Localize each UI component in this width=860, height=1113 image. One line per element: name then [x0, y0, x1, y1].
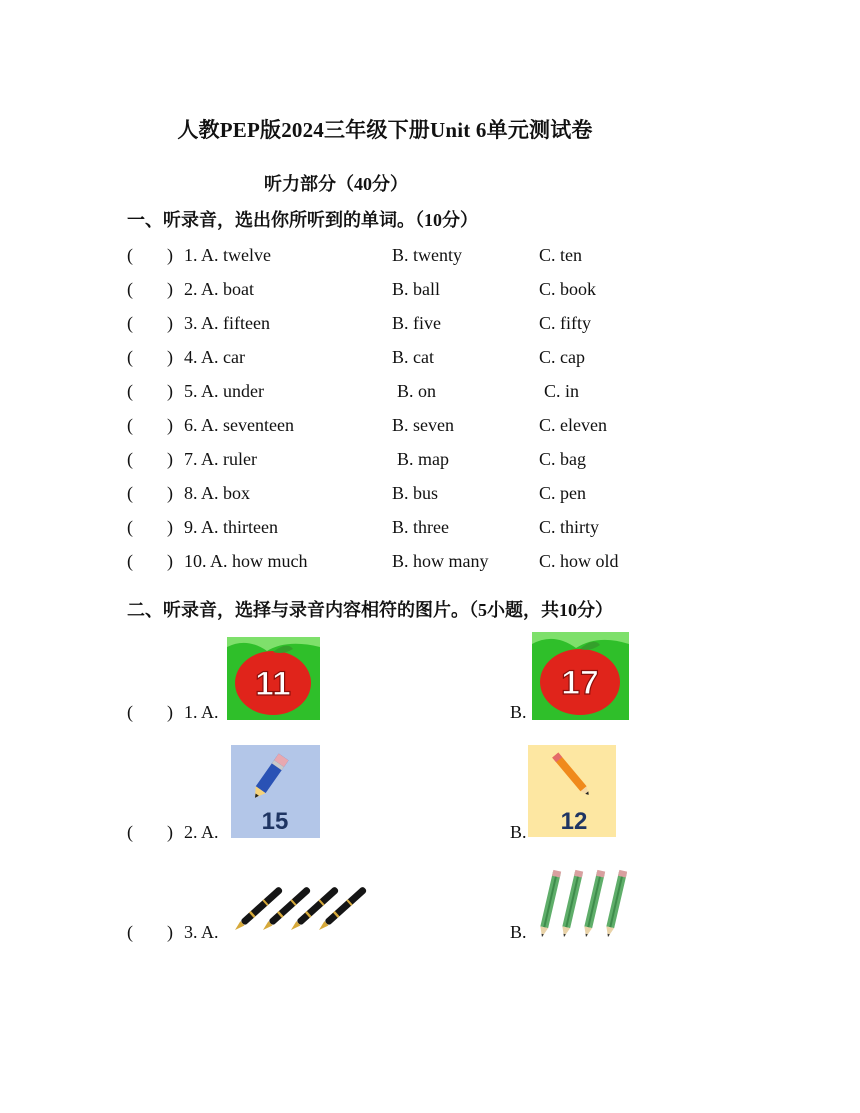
option-c: C. pen	[539, 483, 586, 503]
picture-question-3	[127, 865, 787, 950]
answer-paren-close: )	[167, 381, 173, 401]
question-row	[127, 449, 767, 479]
section2-heading: 二、听录音，选择与录音内容相符的图片。（5小题，共10分）	[127, 600, 613, 620]
pen-icon	[289, 886, 340, 933]
option-b-label: B.	[510, 702, 527, 722]
option-a-label: 1. A.	[184, 702, 219, 722]
question-row	[127, 517, 767, 547]
option-a: 3. A. fifteen	[184, 313, 270, 333]
pencil-icon	[560, 870, 583, 938]
answer-paren-close: )	[167, 483, 173, 503]
option-a: 2. A. boat	[184, 279, 254, 299]
option-a: 5. A. under	[184, 381, 264, 401]
option-c: C. cap	[539, 347, 585, 367]
four-pencils-picture	[532, 865, 627, 940]
answer-paren-open: (	[127, 415, 133, 435]
picture-question-1	[127, 632, 787, 722]
option-c: C. book	[539, 279, 597, 299]
option-b: B. bus	[392, 483, 439, 503]
question-row	[127, 483, 767, 513]
page-title: 人教PEP版2024三年级下册Unit 6单元测试卷	[177, 118, 593, 142]
pencil-icon	[582, 870, 605, 938]
section1-heading: 一、听录音，选出你所听到的单词。（10分）	[127, 210, 478, 230]
option-a: 1. A. twelve	[184, 245, 271, 265]
answer-paren-open: (	[127, 347, 133, 367]
option-b: B. twenty	[392, 245, 462, 265]
apple-eleven-picture	[227, 637, 320, 720]
answer-paren-open: (	[127, 702, 133, 722]
option-a: 8. A. box	[184, 483, 251, 503]
answer-paren-close: )	[167, 922, 173, 942]
answer-paren-close: )	[167, 347, 173, 367]
apple-number: 11	[255, 665, 291, 703]
option-c: C. ten	[539, 245, 582, 265]
picture-question-2	[127, 745, 787, 845]
option-b: B. three	[392, 517, 449, 537]
option-b: B. on	[397, 381, 437, 401]
question-row	[127, 551, 767, 581]
pencil-card-twelve-picture	[528, 745, 616, 837]
pen-icon	[261, 886, 312, 933]
answer-paren-close: )	[167, 822, 173, 842]
answer-paren-open: (	[127, 551, 133, 571]
option-a: 4. A. car	[184, 347, 245, 367]
option-b: B. five	[392, 313, 441, 333]
card-number: 15	[261, 808, 289, 835]
option-a: 9. A. thirteen	[184, 517, 278, 537]
question-row	[127, 415, 767, 445]
option-c: C. bag	[539, 449, 586, 469]
option-b: B. how many	[392, 551, 489, 571]
answer-paren-open: (	[127, 483, 133, 503]
option-c: C. thirty	[539, 517, 600, 537]
question-row	[127, 279, 767, 309]
answer-paren-open: (	[127, 517, 133, 537]
four-pens-picture	[229, 875, 369, 935]
answer-paren-close: )	[167, 551, 173, 571]
card-number: 12	[560, 808, 588, 835]
pencil-icon	[604, 870, 627, 938]
option-b: B. seven	[392, 415, 454, 435]
apple-number: 17	[561, 664, 599, 702]
answer-paren-close: )	[167, 279, 173, 299]
option-a-label: 3. A.	[184, 922, 219, 942]
answer-paren-open: (	[127, 245, 133, 265]
answer-paren-open: (	[127, 449, 133, 469]
option-c: C. in	[544, 381, 580, 401]
option-b: B. map	[397, 449, 449, 469]
option-a: 6. A. seventeen	[184, 415, 294, 435]
answer-paren-open: (	[127, 279, 133, 299]
question-row	[127, 313, 767, 343]
answer-paren-open: (	[127, 822, 133, 842]
question-row	[127, 347, 767, 377]
option-c: C. how old	[539, 551, 619, 571]
option-a: 10. A. how much	[184, 551, 308, 571]
option-b: B. ball	[392, 279, 440, 299]
listening-section-title: 听力部分（40分）	[264, 174, 408, 194]
answer-paren-open: (	[127, 381, 133, 401]
option-a-label: 2. A.	[184, 822, 219, 842]
pencil-icon	[538, 870, 561, 938]
pen-icon	[317, 886, 368, 933]
question-row	[127, 245, 767, 275]
answer-paren-close: )	[167, 702, 173, 722]
answer-paren-close: )	[167, 313, 173, 333]
option-c: C. eleven	[539, 415, 607, 435]
option-a: 7. A. ruler	[184, 449, 257, 469]
answer-paren-close: )	[167, 517, 173, 537]
option-b: B. cat	[392, 347, 434, 367]
answer-paren-open: (	[127, 313, 133, 333]
answer-paren-close: )	[167, 415, 173, 435]
option-b-label: B.	[510, 822, 527, 842]
pen-icon	[233, 886, 284, 933]
answer-paren-close: )	[167, 245, 173, 265]
pencil-card-fifteen-picture	[231, 745, 320, 838]
question-row	[127, 381, 767, 411]
answer-paren-open: (	[127, 922, 133, 942]
option-c: C. fifty	[539, 313, 591, 333]
apple-seventeen-picture	[532, 632, 629, 720]
option-b-label: B.	[510, 922, 527, 942]
answer-paren-close: )	[167, 449, 173, 469]
